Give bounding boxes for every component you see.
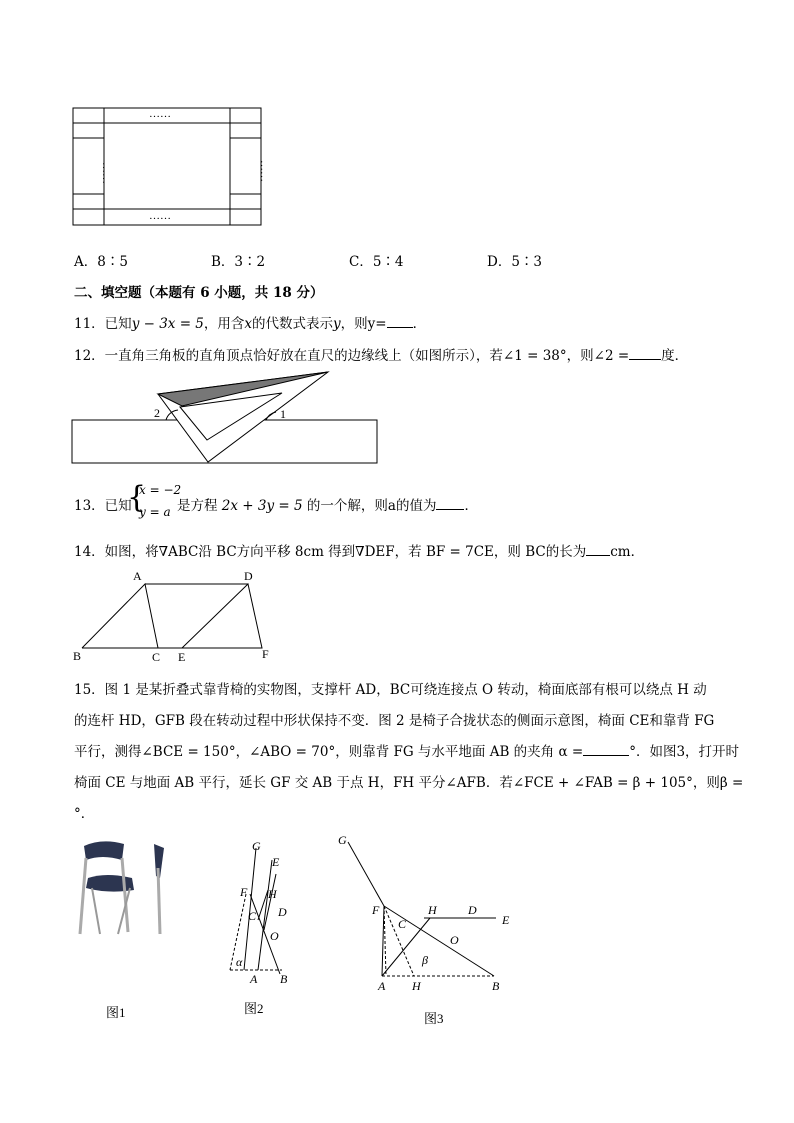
question-11: 11．已知y − 3x = 5，用含x的代数式表示y，则y= ． bbox=[74, 316, 427, 332]
svg-text:D: D bbox=[278, 905, 287, 919]
figure-2-caption: 图2 bbox=[244, 1001, 264, 1016]
section-heading: 二、填空题（本题有 6 小题，共 18 分） bbox=[74, 285, 324, 301]
svg-text:B: B bbox=[492, 979, 500, 993]
svg-text:A: A bbox=[133, 569, 142, 583]
svg-text:C: C bbox=[248, 909, 257, 923]
question-13-rest: 是方程 2x + 3y = 5 的一个解，则a的值为 ． bbox=[177, 498, 478, 514]
answer-blank-13[interactable] bbox=[436, 497, 464, 510]
answer-blank-11[interactable] bbox=[387, 315, 413, 328]
svg-text:F: F bbox=[240, 885, 248, 899]
angle-label-2: 2 bbox=[154, 406, 160, 420]
svg-text:G: G bbox=[338, 833, 347, 847]
svg-text:E: E bbox=[502, 913, 510, 927]
svg-text:F: F bbox=[372, 903, 380, 917]
svg-text:B: B bbox=[73, 649, 82, 663]
svg-text:C: C bbox=[398, 917, 407, 931]
question-15-line3: 平行，测得∠BCE = 150°，∠ABO = 70°，则靠背 FG 与水平地面 AB 的夹角 α = °．如图3，打开时 bbox=[74, 744, 740, 760]
option-b: B．3∶2 bbox=[211, 254, 266, 270]
svg-text:O: O bbox=[270, 929, 279, 943]
svg-text:H: H bbox=[428, 903, 437, 917]
svg-text:D: D bbox=[468, 903, 477, 917]
svg-text:H: H bbox=[412, 979, 421, 993]
svg-text:A: A bbox=[378, 979, 386, 993]
svg-text:F: F bbox=[262, 647, 269, 661]
option-a: A．8∶5 bbox=[74, 254, 128, 270]
question-12: 12．一直角三角板的直角顶点恰好放在直尺的边缘线上（如图所示），若∠1 = 38°，则∠2 = 度． bbox=[74, 348, 689, 364]
svg-text:B: B bbox=[280, 972, 288, 986]
question-13: 13．已知 bbox=[74, 498, 132, 514]
angle-label-1: 1 bbox=[280, 407, 286, 421]
chair-photo bbox=[72, 838, 172, 938]
question-15-line5: °． bbox=[74, 806, 95, 822]
frame-bottom-dots: …… bbox=[149, 210, 171, 222]
answer-blank-14[interactable] bbox=[586, 543, 610, 556]
svg-text:β: β bbox=[422, 953, 428, 967]
option-c: C．5∶4 bbox=[349, 254, 404, 270]
frame-right-dots: …… bbox=[258, 160, 270, 182]
option-d: D．5∶3 bbox=[487, 254, 543, 270]
frame-figure bbox=[72, 107, 270, 227]
svg-text:O: O bbox=[450, 933, 459, 947]
frame-top-dots: …… bbox=[149, 108, 171, 120]
translation-figure bbox=[70, 568, 280, 664]
answer-blank-12[interactable] bbox=[629, 347, 661, 360]
svg-text:α: α bbox=[236, 955, 243, 969]
svg-text:E: E bbox=[178, 650, 186, 664]
figure-1-caption: 图1 bbox=[106, 1005, 126, 1020]
ruler-triangle-figure bbox=[70, 370, 382, 466]
figure-2-diagram bbox=[222, 840, 302, 990]
svg-text:H: H bbox=[268, 887, 277, 901]
svg-text:E: E bbox=[272, 855, 280, 869]
frame-left-dots: …… bbox=[100, 162, 112, 184]
svg-text:D: D bbox=[244, 569, 253, 583]
figure-3-diagram bbox=[334, 830, 524, 1000]
question-15-line1: 15．图 1 是某折叠式靠背椅的实物图，支撑杆 AD，BC可绕连接点 O 转动，椅面底部有根可以绕点 H 动 bbox=[74, 682, 707, 698]
answer-blank-15a[interactable] bbox=[583, 743, 629, 756]
question-14: 14．如图，将∇ABC沿 BC方向平移 8cm 得到∇DEF，若 BF = 7CE，则 BC的长为 cm． bbox=[74, 544, 645, 560]
svg-text:A: A bbox=[250, 972, 258, 986]
svg-text:C: C bbox=[152, 650, 161, 664]
svg-text:G: G bbox=[252, 839, 261, 853]
question-15-line2: 的连杆 HD，GFB 段在转动过程中形状保持不变．图 2 是椅子合拢状态的侧面示意图，椅面 CE和靠背 FG bbox=[74, 713, 715, 729]
question-15-line4: 椅面 CE 与地面 AB 平行，延长 GF 交 AB 于点 H，FH 平分∠AFB．若∠FCE + ∠FAB = β + 105°，则β = bbox=[74, 775, 744, 791]
figure-3-caption: 图3 bbox=[424, 1011, 444, 1026]
